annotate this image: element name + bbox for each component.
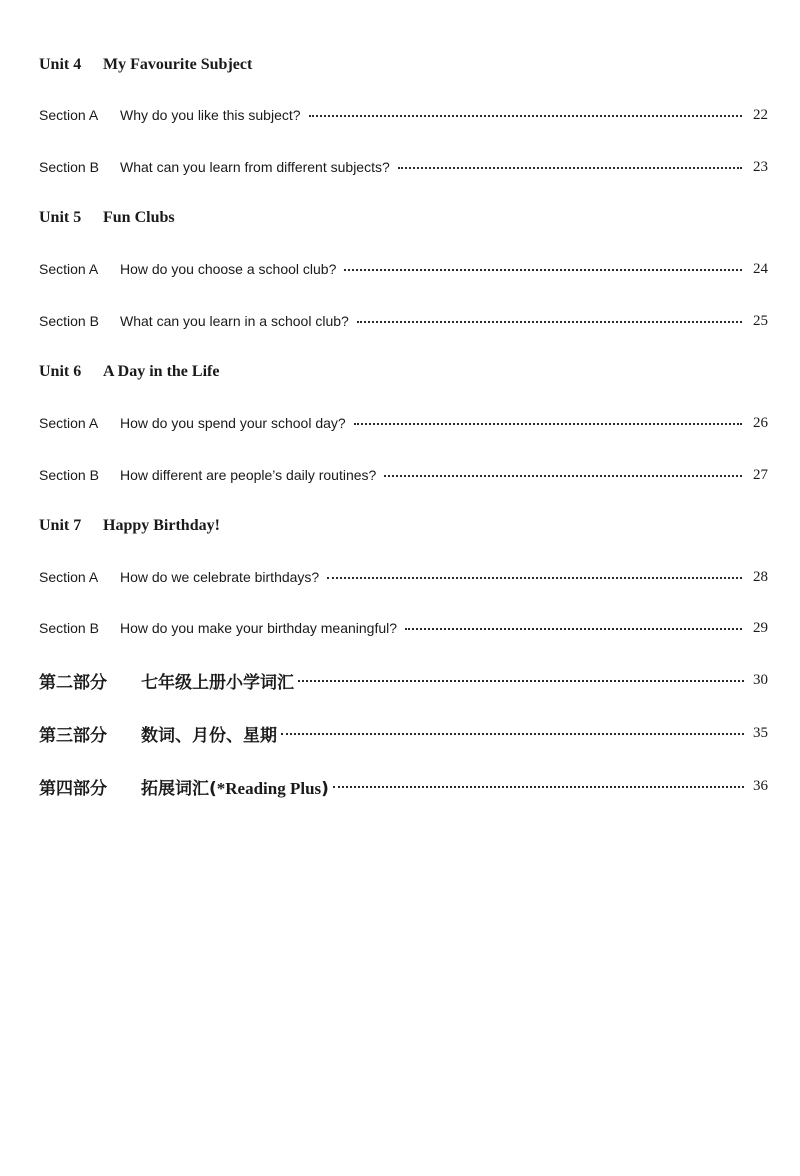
unit-heading — [39, 55, 252, 75]
dot-leader — [354, 423, 742, 425]
page-number: 24 — [753, 260, 768, 277]
part-label: 第二部分 — [39, 672, 107, 693]
part-title: 七年级上册小学词汇 — [141, 672, 294, 693]
section-title: How do you make your birthday meaningful? — [120, 620, 398, 636]
section-title: How do you choose a school club? — [120, 261, 337, 277]
part-entry[interactable] — [39, 721, 768, 745]
section-label: Section B — [39, 620, 99, 636]
toc-entry[interactable] — [39, 259, 768, 279]
part-title-prefix: 拓展词汇( — [141, 778, 217, 799]
section-label: Section A — [39, 415, 99, 431]
section-title: How do we celebrate birthdays? — [120, 569, 320, 585]
part-title: 数词、月份、星期 — [141, 725, 277, 746]
toc-entry[interactable] — [39, 618, 768, 638]
unit-title: Fun Clubs — [103, 209, 175, 226]
unit-number: Unit 5 — [39, 209, 82, 226]
part-entry[interactable] — [39, 774, 768, 798]
dot-leader — [327, 577, 742, 579]
section-label: Section A — [39, 261, 99, 277]
section-label: Section B — [39, 159, 99, 175]
dot-leader — [333, 786, 744, 788]
page-number: 28 — [753, 568, 768, 585]
section-title: Why do you like this subject? — [120, 107, 301, 123]
section-label: Section A — [39, 569, 99, 585]
dot-leader — [398, 167, 742, 169]
dot-leader — [405, 628, 742, 630]
page-number: 27 — [753, 466, 768, 483]
page-number: 35 — [753, 724, 768, 741]
toc-entry[interactable] — [39, 567, 768, 587]
section-label: Section B — [39, 467, 99, 483]
dot-leader — [344, 269, 742, 271]
part-title — [141, 774, 329, 799]
section-title: What can you learn from different subjects? — [120, 159, 390, 175]
section-label: Section B — [39, 313, 99, 329]
section-title: How different are people’s daily routines? — [120, 467, 377, 483]
toc-entry[interactable] — [39, 413, 768, 433]
unit-heading — [39, 208, 175, 228]
unit-title: A Day in the Life — [103, 363, 220, 380]
unit-heading — [39, 516, 220, 536]
dot-leader — [384, 475, 742, 477]
toc-entry[interactable] — [39, 465, 768, 485]
part-title-suffix: ) — [321, 778, 329, 799]
section-label: Section A — [39, 107, 99, 123]
unit-number: Unit 7 — [39, 517, 82, 534]
part-label: 第四部分 — [39, 778, 107, 799]
unit-heading — [39, 362, 219, 382]
part-label: 第三部分 — [39, 725, 107, 746]
page-number: 23 — [753, 158, 768, 175]
unit-number: Unit 6 — [39, 363, 82, 380]
unit-number: Unit 4 — [39, 56, 82, 73]
page-number: 29 — [753, 619, 768, 636]
page-number: 36 — [753, 777, 768, 794]
section-title: What can you learn in a school club? — [120, 313, 349, 329]
dot-leader — [281, 733, 744, 735]
part-entry[interactable] — [39, 668, 768, 692]
dot-leader — [298, 680, 744, 682]
toc-entry[interactable] — [39, 105, 768, 125]
toc-entry[interactable] — [39, 157, 768, 177]
dot-leader — [357, 321, 742, 323]
page-number: 25 — [753, 312, 768, 329]
unit-title: My Favourite Subject — [103, 56, 253, 73]
unit-title: Happy Birthday! — [103, 517, 220, 534]
part-title-latin: *Reading Plus — [216, 778, 322, 798]
dot-leader — [309, 115, 742, 117]
page-number: 22 — [753, 106, 768, 123]
toc-entry[interactable] — [39, 311, 768, 331]
section-title: How do you spend your school day? — [120, 415, 346, 431]
page-number: 26 — [753, 414, 768, 431]
page-number: 30 — [753, 671, 768, 688]
